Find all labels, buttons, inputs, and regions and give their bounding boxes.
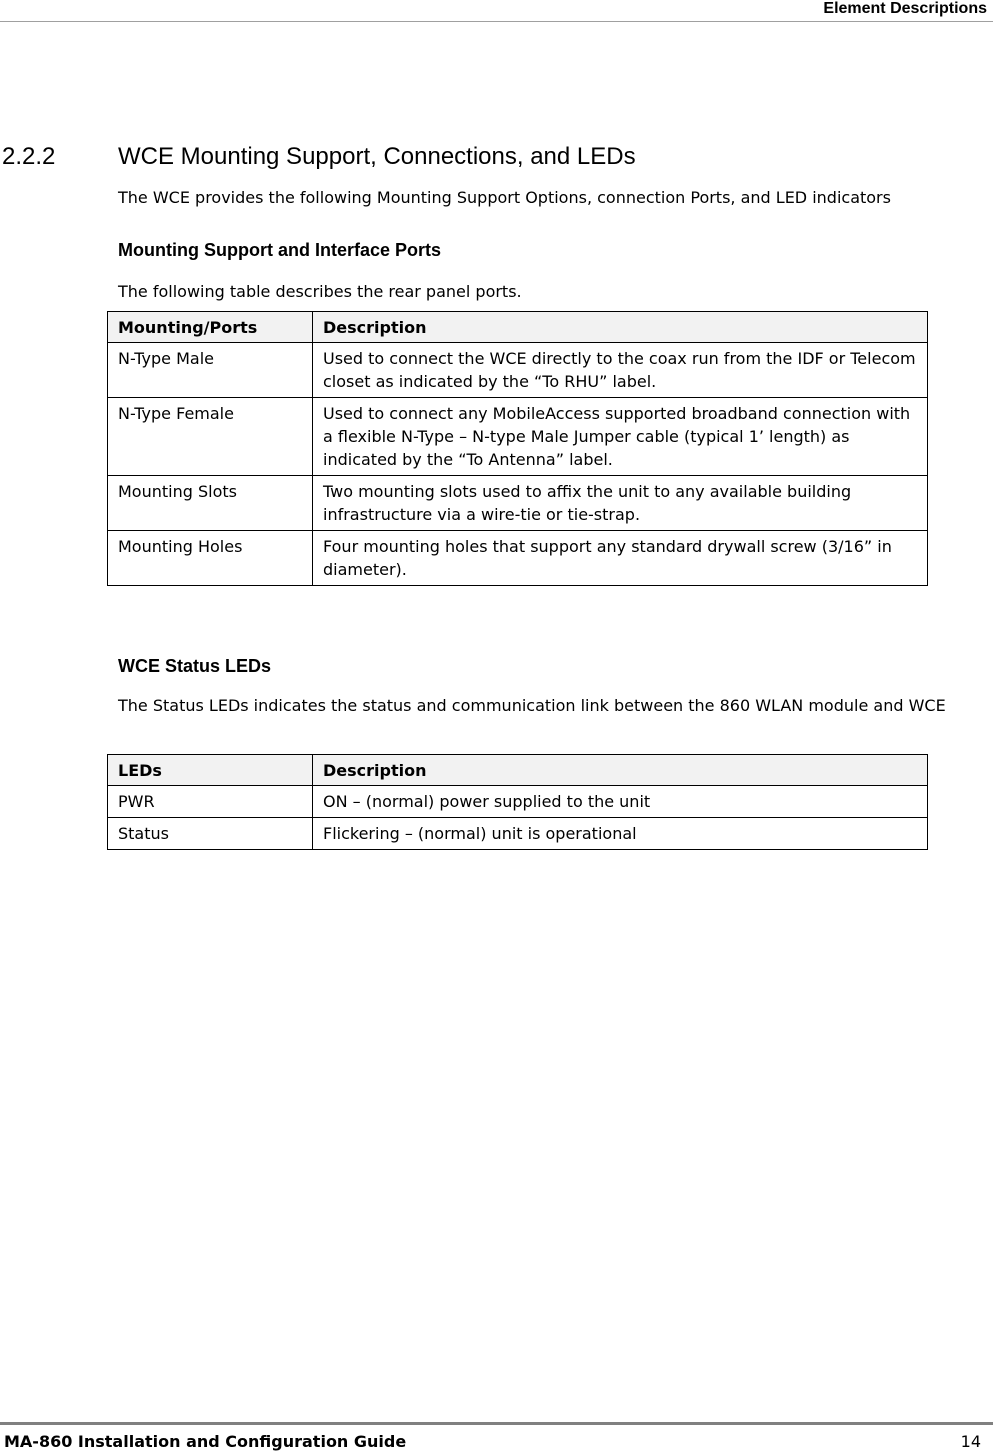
led-description: ON – (normal) power supplied to the unit — [313, 786, 928, 818]
status-leds-table — [107, 754, 928, 850]
page-number: 14 — [960, 1432, 981, 1451]
mounting-caption: The following table describes the rear panel ports. — [118, 282, 522, 301]
table-row — [108, 398, 928, 476]
page-header-title: Element Descriptions — [823, 0, 987, 17]
table-row — [108, 343, 928, 398]
footer-divider — [0, 1422, 993, 1425]
led-name: Status — [108, 818, 313, 850]
table-header-row — [108, 312, 928, 343]
leds-heading: WCE Status LEDs — [118, 656, 272, 676]
port-description: Used to connect the WCE directly to the coax run from the IDF or Telecom closet as indicated by the “To RHU” label. — [313, 343, 928, 398]
footer-guide-title: MA-860 Installation and Configuration Guide — [4, 1432, 407, 1451]
port-name: N-Type Male — [108, 343, 313, 398]
column-header: Description — [313, 755, 928, 786]
table-header-row — [108, 755, 928, 786]
section-heading — [2, 142, 636, 172]
table-row — [108, 531, 928, 586]
section-intro: The WCE provides the following Mounting Support Options, connection Ports, and LED indicators — [118, 188, 891, 207]
section-number: 2.2.2 — [2, 143, 56, 170]
leds-caption: The Status LEDs indicates the status and communication link between the 860 WLAN module and WCE — [118, 696, 946, 715]
column-header: Mounting/Ports — [108, 312, 313, 343]
port-name: N-Type Female — [108, 398, 313, 476]
table-row — [108, 476, 928, 531]
table-row — [108, 786, 928, 818]
port-description: Used to connect any MobileAccess supported broadband connection with a flexible N-Type – N-type Male Jumper cable (typical 1’ length) as indicated by the “To Antenna” label. — [313, 398, 928, 476]
port-name: Mounting Holes — [108, 531, 313, 586]
port-name: Mounting Slots — [108, 476, 313, 531]
led-name: PWR — [108, 786, 313, 818]
column-header: LEDs — [108, 755, 313, 786]
column-header: Description — [313, 312, 928, 343]
mounting-ports-table — [107, 311, 928, 586]
port-description: Two mounting slots used to affix the unit to any available building infrastructure via a wire-tie or tie-strap. — [313, 476, 928, 531]
section-title: WCE Mounting Support, Connections, and LEDs — [118, 143, 636, 170]
table-row — [108, 818, 928, 850]
mounting-heading: Mounting Support and Interface Ports — [118, 240, 441, 260]
led-description: Flickering – (normal) unit is operational — [313, 818, 928, 850]
header-divider — [0, 21, 993, 22]
port-description: Four mounting holes that support any standard drywall screw (3/16” in diameter). — [313, 531, 928, 586]
